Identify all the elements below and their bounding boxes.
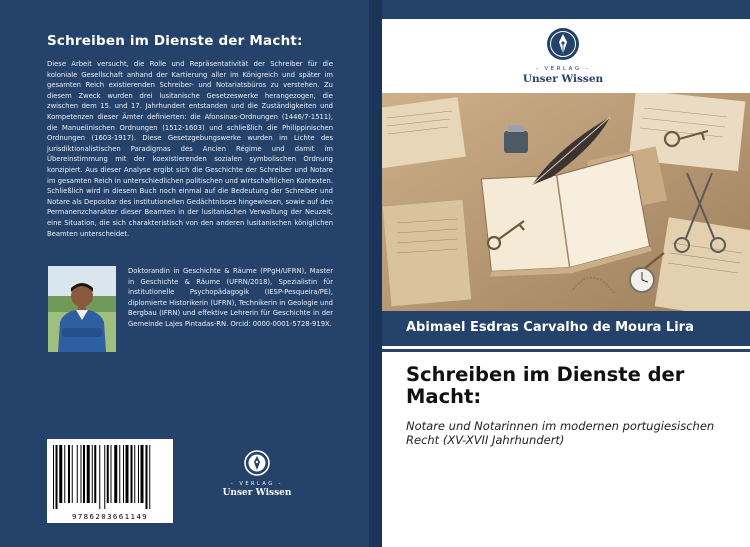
barcode-bar [92,445,93,503]
barcode-bar [64,445,65,503]
cover-illustration [382,93,750,311]
book-blurb: Diese Arbeit versucht, die Rolle und Repräsentativität der Schreiber für die koloniale Gesellschaft anhand der Kartierung aller im Königreich und später im gesamten Reich existierenden Schreiber- und Notariatsbüros zu verstehen. Zu diesem Zweck wurden drei lusitanische Gesetzeswerke herangezogen, die zwischen dem 15. und 17. Jahrhundert entstanden und die Zuständigkeiten und Kompetenzen dieser Ämter definierten: die Afonsinas-Ordnungen (1446/7-1511), die Manuelinischen Ordnungen (1512-1603) und schließlich die Philippinischen Ordnungen (1603-1917). Diese Gesetzgebungswerke wurden im Lichte des jurisdiktionalistischen Paradigmas des Ancien Régime und damit im Übereinstimmung mit der koexistierenden sozialen symbolischen Ordnung konzipiert. Aus dieser Analyse ergibt sich die Geschichte der Schreiber und Notare im gesamten Reich in unterschiedlichen politischen und wirtschaftlichen Kontexten. Schließlich wird in diesem Buch noch einmal auf die Bedeutung der Schreiber und Notare als Depositar des institutionellen Gedächtnisses hingewiesen, sowie auf den Permanenzcharakter dieser Beamten in der lusitanischen Verwaltung der Neuzeit, eine Situation, die sich charakteristisch von den anderen lusitanischen königlichen Beamten unterscheidet. [47,60,333,238]
barcode-bar [87,445,90,503]
barcode-bar [68,445,70,503]
barcode-bar [72,445,73,503]
barcode-bar [119,445,120,503]
barcode-bar [138,445,139,503]
isbn-number: 9786203661149 [71,512,149,521]
barcode-bar [104,445,105,509]
book-spine [369,0,382,547]
publisher-name: Unser Wissen [522,73,604,85]
barcode-bar [134,445,135,503]
publisher-verlag-label: - VERLAG - [535,66,591,72]
publisher-logo-front [508,27,618,85]
barcode-bar [141,445,144,503]
publisher-name: Unser Wissen [222,488,292,498]
book-subtitle: Notare und Notarinnen im modernen portugiesischen Recht (XV-XVII Jahrhundert) [406,419,715,447]
barcode-bar [59,445,62,503]
barcode-bar [114,445,117,503]
isbn-barcode [47,439,173,523]
author-name: Abimael Esdras Carvalho de Moura Lira [406,320,694,335]
author-photo [48,266,116,352]
publisher-seal-icon [546,27,580,61]
back-cover [0,0,369,547]
barcode-bar [107,445,109,503]
author-bio: Doktorandin in Geschichte & Räume (PPgH/UFRN), Master in Geschichte & Räume (UFRN/2018), Spezialistin für institutionelle Psychopädagogik (IESP-Pesqueira/PE), diplomierte Historikerin (UFRN), Technikerin in Geologie und Bergbau (IFRN) und effektive Lehrerin für Geschichte in der Gemeinde Lajes Pintadas-RN. Orcid: 0000-0001-5728-919X. [128,267,333,328]
barcode-bar [77,445,78,503]
publisher-seal-icon [244,450,270,476]
barcode-bar [149,445,150,509]
publisher-logo-back [212,450,302,498]
barcode-bar [83,445,85,503]
barcode-bar [146,445,148,509]
back-cover-title: Schreiben im Dienste der Macht: [47,33,303,49]
barcode-bar [99,445,100,509]
author-divider [382,349,750,352]
barcode-bar [123,445,124,503]
author-band [382,311,750,346]
publisher-verlag-label: - VERLAG - [231,481,283,487]
book-title: Schreiben im Dienste der Macht: [406,363,685,408]
barcode-bar [94,445,96,503]
front-top-bar [382,0,750,19]
barcode-bar [111,445,112,503]
front-cover [382,0,750,547]
barcode-bar [56,445,58,509]
barcode-bar [131,445,133,503]
barcode-bar [126,445,129,503]
barcode-bar [81,445,82,503]
barcode-bar [53,445,54,509]
